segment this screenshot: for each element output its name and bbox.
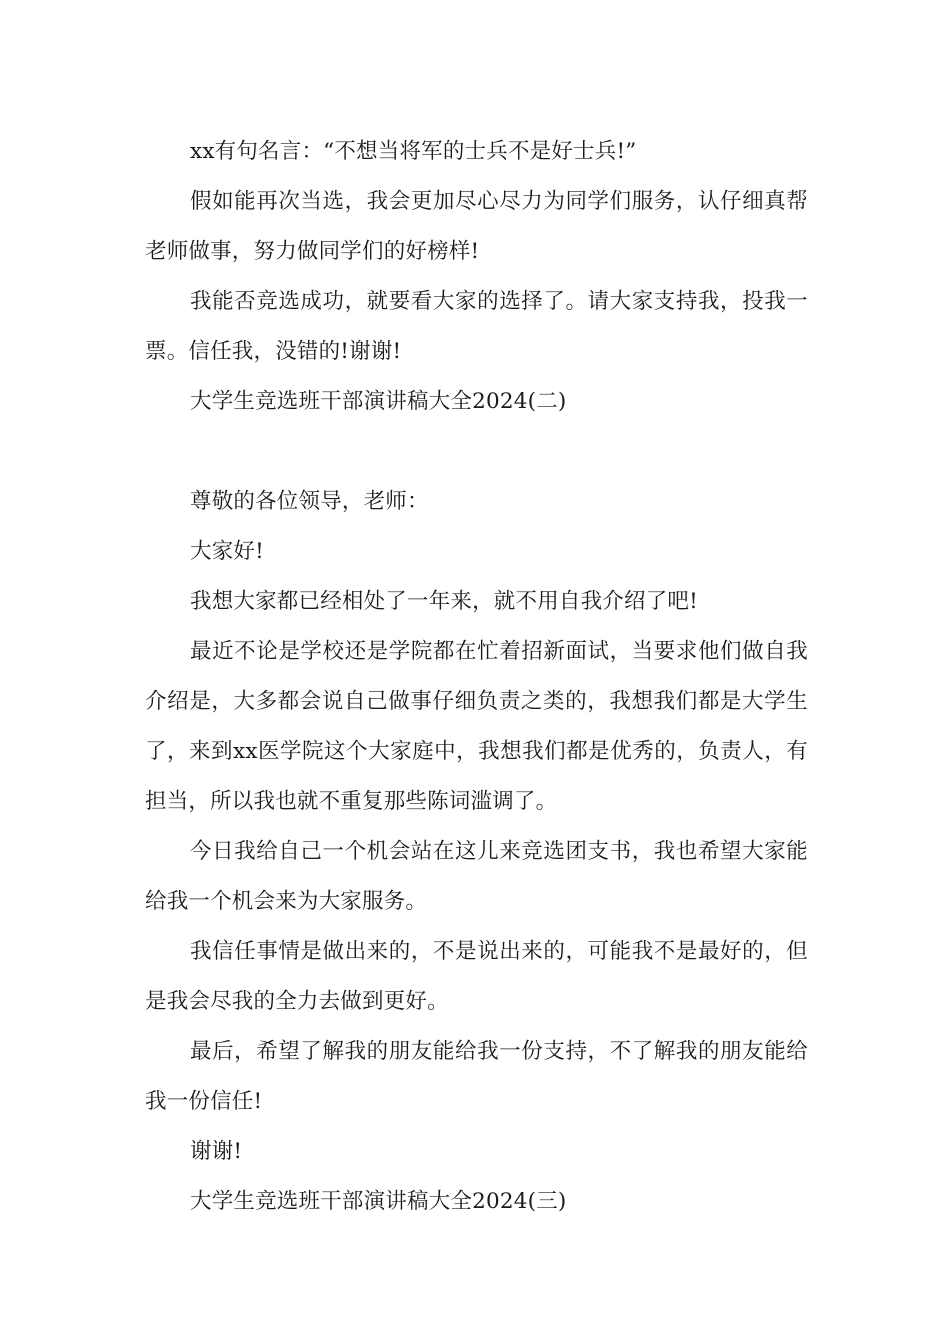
candidacy-paragraph: 今日我给自己一个机会站在这儿来竞选团支书，我也希望大家能给我一个机会来为大家服务。 <box>145 839 808 914</box>
thanks-paragraph: 谢谢! <box>190 1139 243 1164</box>
context-paragraph: 最近不论是学校还是学院都在忙着招新面试，当要求他们做自我介绍是，大多都会说自己做事仔细负责之类的，我想我们都是大学生了，来到xx医学院这个大家庭中，我想我们都是优秀的，负责人，有担当，所以我也就不重复那些陈词滥调了。 <box>145 639 808 814</box>
salutation-paragraph: 尊敬的各位领导，老师： <box>190 489 429 514</box>
quote-paragraph: xx有句名言：“不想当将军的士兵不是好士兵!” <box>190 139 637 164</box>
section-heading-three: 大学生竞选班干部演讲稿大全2024(三) <box>190 1189 567 1214</box>
greeting-paragraph: 大家好! <box>190 539 264 564</box>
promise-paragraph: 假如能再次当选，我会更加尽心尽力为同学们服务，认仔细真帮老师做事，努力做同学们的好榜样! <box>145 189 808 264</box>
belief-paragraph: 我信任事情是做出来的，不是说出来的，可能我不是最好的，但是我会尽我的全力去做到更好。 <box>145 939 808 1014</box>
closing-paragraph: 最后，希望了解我的朋友能给我一份支持，不了解我的朋友能给我一份信任! <box>145 1039 808 1114</box>
section-heading-two: 大学生竞选班干部演讲稿大全2024(二) <box>190 389 567 414</box>
vote-request-paragraph: 我能否竞选成功，就要看大家的选择了。请大家支持我，投我一票。信任我，没错的!谢谢! <box>145 289 808 364</box>
intro-paragraph: 我想大家都已经相处了一年来，就不用自我介绍了吧! <box>190 589 698 614</box>
